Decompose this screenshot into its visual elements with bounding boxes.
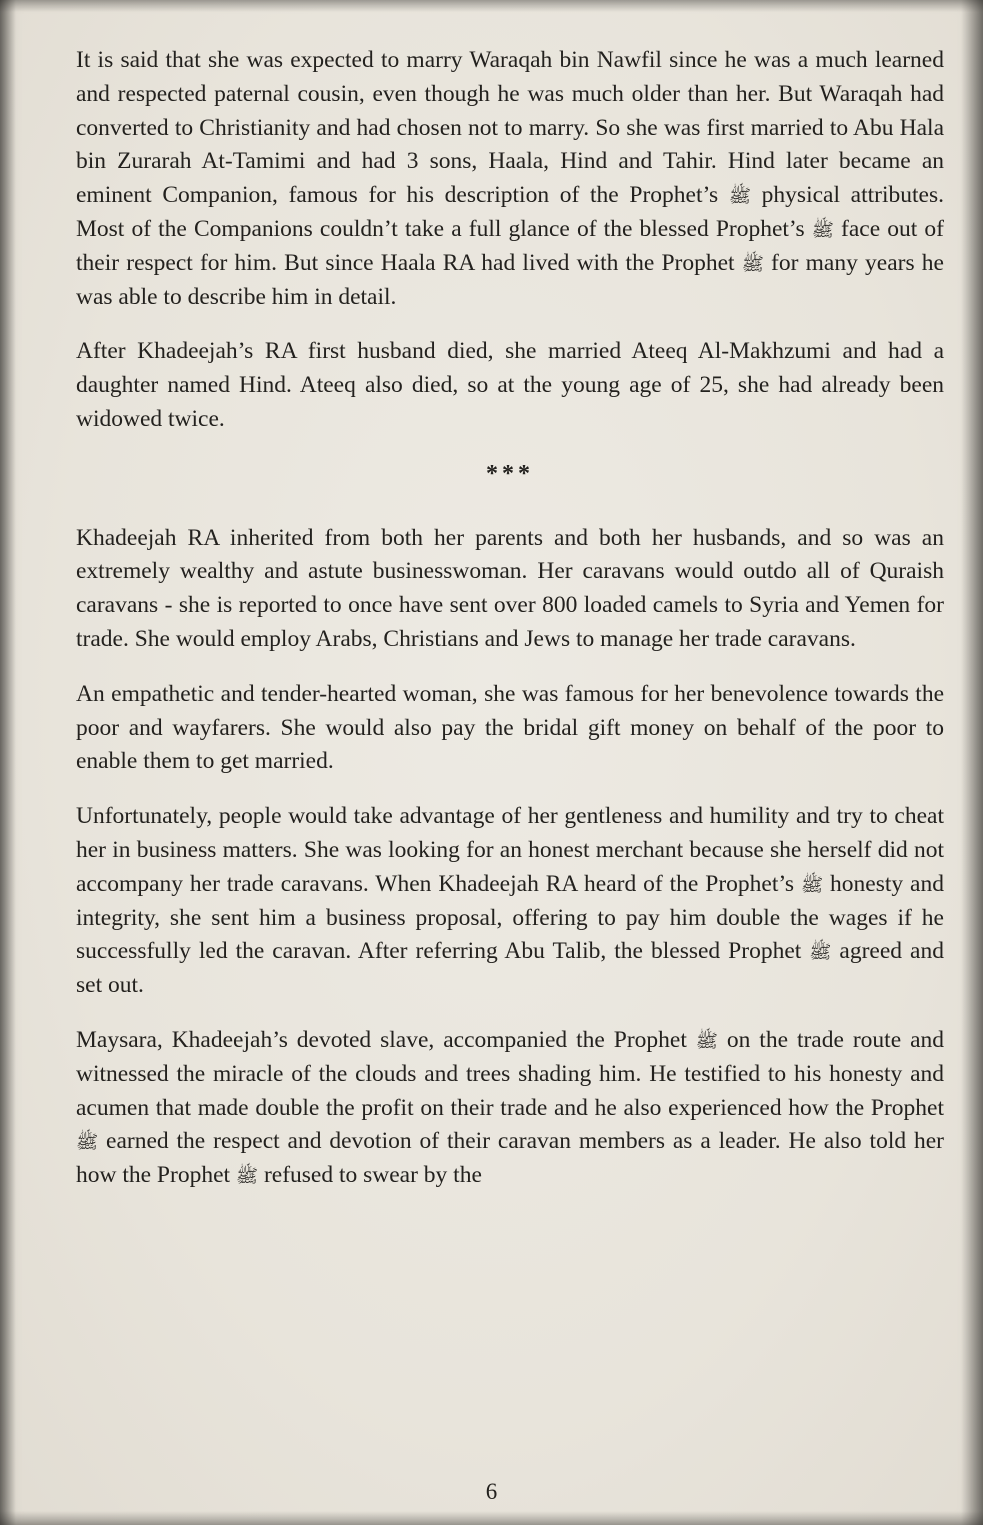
page-number: 6 [485,1479,498,1504]
paragraph: It is said that she was expected to marry Waraqah bin Nawfil since he was a much learned and respected paternal cousin, even though he was much older than her. But Waraqah had converted to Christianity and had chosen not to marry. So she was first married to Abu Hala bin Zurarah At-Tamimi and had 3 sons, Haala, Hind and Tahir. Hind later became an eminent Companion, famous for his description of the Prophet’s ﷺ physical attributes. Most of the Companions couldn’t take a full glance of the blessed Prophet’s ﷺ face out of their respect for him. But since Haala RA had lived with the Prophet ﷺ for many years he was able to describe him in detail. [76,47,944,310]
paragraph: Khadeejah RA inherited from both her parents and both her husbands, and so was an extremely wealthy and astute businesswoman. Her caravans would outdo all of Quraish caravans - she is reported to once have sent over 800 loaded camels to Syria and Yemen for trade. She would employ Arabs, Christians and Jews to manage her trade caravans. [76,524,944,652]
paragraph: An empathetic and tender-hearted woman, she was famous for her benevolence towards the poor and wayfarers. She would also pay the bridal gift money on behalf of the poor to enable them to get married. [76,680,944,775]
section-separator: *** [486,460,534,487]
paragraph: Maysara, Khadeejah’s devoted slave, accompanied the Prophet ﷺ on the trade route and witnessed the miracle of the clouds and trees shading him. He testified to his honesty and acumen that made double the profit on their trade and he also experienced how the Prophet ﷺ earned the respect and devotion of their caravan members as a leader. He also told her how the Prophet ﷺ refused to swear by the [76,1026,944,1189]
pbuh-symbol: ﷺ [728,186,751,208]
pbuh-symbol: ﷺ [800,874,824,896]
pbuh-symbol: ﷺ [809,942,832,964]
paragraph: After Khadeejah’s RA first husband died, she married Ateeq Al-Makhzumi and had a daughter named Hind. Ateeq also died, so at the young age of 25, she had already been widowed twice. [76,338,944,432]
paragraph: Unfortunately, people would take advantage of her gentleness and humility and try to cheat her in business matters. She was looking for an honest merchant because she herself did not accompany her trade caravans. When Khadeejah RA heard of the Prophet’s ﷺ honesty and integrity, she sent him a business proposal, offering to pay him double the wages if he successfully led the caravan. After referring Abu Talib, the blessed Prophet ﷺ agreed and set out. [76,803,944,999]
pbuh-symbol: ﷺ [695,1030,718,1052]
page-content [76,44,944,1214]
pbuh-symbol: ﷺ [235,1166,259,1188]
pbuh-symbol: ﷺ [76,1132,99,1154]
pbuh-symbol: ﷺ [811,219,834,241]
pbuh-symbol: ﷺ [741,253,764,275]
